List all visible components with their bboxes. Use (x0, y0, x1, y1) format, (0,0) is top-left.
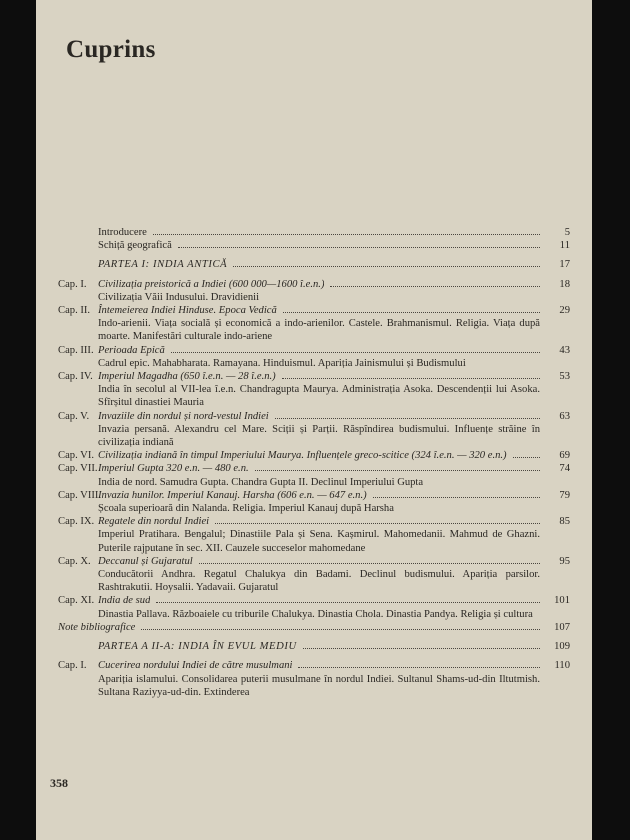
chapter-label: Cap. II. (58, 305, 91, 317)
entry-title: Note bibliografice (58, 621, 136, 633)
entry-page: 101 (554, 595, 570, 607)
dot-leader (233, 266, 540, 267)
chapter-label: Cap. XI. (58, 595, 95, 607)
chapter-summary: Indo-arienii. Viața socială și economică a indo-arienilor. Castele. Brahmanismul. Religia. Viața după moarte. Manifestări culturale indo-ariene (98, 318, 540, 343)
chapter-label: Cap. VII. (58, 463, 98, 475)
dot-leader (215, 523, 540, 524)
toc-chapter (58, 410, 570, 423)
chapter-title: Imperiul Magadha (650 î.e.n. — 28 î.e.n.) (98, 371, 276, 383)
entry-page: 11 (559, 240, 570, 252)
dot-leader (199, 563, 540, 564)
entry-page: 110 (554, 660, 570, 672)
entry-page: 107 (554, 621, 570, 633)
dot-leader (283, 312, 540, 313)
entry-page: 79 (559, 489, 570, 501)
chapter-title: India de sud (98, 595, 151, 607)
chapter-label: Cap. I. (58, 660, 87, 672)
toc-chapter (58, 594, 570, 607)
toc-chapter (58, 489, 570, 502)
dot-leader (171, 352, 540, 353)
toc-part-1 (58, 258, 570, 271)
dot-leader (178, 247, 540, 248)
entry-page: 18 (559, 278, 570, 290)
entry-page: 5 (564, 227, 570, 238)
dot-leader (330, 286, 540, 287)
dot-leader (141, 629, 540, 630)
toc-chapter (58, 344, 570, 357)
book-page (36, 0, 592, 840)
chapter-summary: Dinastia Pallava. Războaiele cu triburile Chalukya. Dinastia Chola. Dinastia Pandya. Religia și cultura (98, 608, 533, 620)
chapter-label: Cap. IV. (58, 371, 93, 383)
entry-page: 17 (559, 259, 570, 271)
chapter-title: Invazia hunilor. Imperiul Kanauj. Harsha (606 e.n. — 647 e.n.) (98, 489, 367, 501)
chapter-summary: Apariția islamului. Consolidarea puterii musulmane în nordul Indiei. Sultanul Shams-ud-din Iltutmish. Sultana Raziyya-ud-din. Extinderea (98, 673, 540, 698)
toc-chapter (58, 555, 570, 568)
dot-leader (373, 497, 540, 498)
chapter-label: Cap. VIII. (58, 489, 102, 501)
dot-leader (282, 378, 540, 379)
chapter-label: Cap. X. (58, 555, 91, 567)
entry-title: Introducere (98, 227, 147, 238)
toc-chapter (58, 449, 570, 462)
entry-page: 29 (559, 305, 570, 317)
table-of-contents (58, 226, 570, 699)
chapter-label: Cap. IX. (58, 516, 95, 528)
dot-leader (298, 667, 540, 668)
toc-entry-note (58, 621, 570, 634)
dot-leader (153, 234, 540, 235)
chapter-summary: Școala superioară din Nalanda. Religia. Imperiul Kanauj după Harsha (98, 503, 394, 515)
chapter-summary: India în secolul al VII-lea î.e.n. Chandragupta Maurya. Administrația Asoka. Descendenții lui Asoka. Sfîrșitul dinastiei Mauria (98, 384, 540, 409)
entry-page: 95 (559, 555, 570, 567)
toc-chapter (58, 515, 570, 528)
chapter-summary: Conducătorii Andhra. Regatul Chalukya din Badami. Declinul budismului. Apariția parsilor. Rashtrakutii. Hoysalii. Yadavaii. Gujaratul (98, 569, 540, 594)
entry-title: Schiță geografică (98, 240, 172, 252)
dot-leader (156, 602, 540, 603)
toc-chapter (58, 659, 570, 672)
chapter-summary: Invazia persană. Alexandru cel Mare. Sciții și Parții. Răspîndirea budismului. Influențe străine în civilizația indiană (98, 423, 540, 449)
chapter-summary: Imperiul Pratihara. Bengalul; Dinastiile Pala și Sena. Kașmirul. Mahomedanii. Mahmud de Ghazni. Puterile rajputane în sec. XII. Cauzele succeselor mahomedane (98, 529, 540, 554)
chapter-label: Cap. VI. (58, 450, 94, 462)
chapter-title: Deccanul și Gujaratul (98, 555, 193, 567)
chapter-label: Cap. III. (58, 344, 94, 356)
entry-page: 63 (559, 410, 570, 422)
page-title: Cuprins (66, 36, 156, 63)
dot-leader (275, 418, 540, 419)
entry-page: 43 (559, 344, 570, 356)
chapter-title: Civilizația preistorică a Indiei (600 000—1600 î.e.n.) (98, 278, 325, 290)
toc-chapter (58, 462, 570, 475)
chapter-summary: Cadrul epic. Mahabharata. Ramayana. Hinduismul. Apariția Jainismului și Budismului (98, 357, 466, 369)
toc-chapter (58, 304, 570, 317)
chapter-title: Invaziile din nordul și nord-vestul Indiei (98, 410, 269, 422)
entry-page: 69 (559, 450, 570, 462)
entry-page: 85 (559, 516, 570, 528)
dot-leader (303, 648, 540, 649)
page-number: 358 (50, 776, 68, 790)
toc-chapter (58, 370, 570, 383)
entry-page: 74 (559, 463, 570, 475)
entry-page: 53 (559, 371, 570, 383)
part-title: PARTEA I: INDIA ANTICĂ (98, 259, 228, 271)
toc-entry-schita (58, 239, 570, 252)
entry-page: 109 (554, 641, 570, 653)
dot-leader (513, 457, 540, 458)
chapter-label: Cap. I. (58, 278, 87, 290)
toc-part-2 (58, 640, 570, 653)
chapter-title: Cucerirea nordului Indiei de către musulmani (98, 660, 293, 672)
part-title: PARTEA A II-A: INDIA ÎN EVUL MEDIU (98, 641, 297, 653)
chapter-summary: Civilizația Văii Indusului. Dravidienii (98, 291, 260, 303)
chapter-title: Perioada Epică (98, 344, 165, 356)
chapter-title: Imperiul Gupta 320 e.n. — 480 e.n. (98, 463, 249, 475)
toc-entry-introducere (58, 226, 570, 239)
chapter-label: Cap. V. (58, 410, 90, 422)
chapter-title: Civilizația indiană în timpul Imperiului Maurya. Influențele greco-scitice (324 î.e.n. — 320 e.n.) (98, 450, 507, 462)
dot-leader (255, 470, 540, 471)
chapter-summary: India de nord. Samudra Gupta. Chandra Gupta II. Declinul Imperiului Gupta (98, 476, 424, 488)
chapter-title: Regatele din nordul Indiei (98, 516, 210, 528)
toc-chapter (58, 278, 570, 291)
chapter-title: Întemeierea Indiei Hinduse. Epoca Vedică (98, 305, 277, 317)
